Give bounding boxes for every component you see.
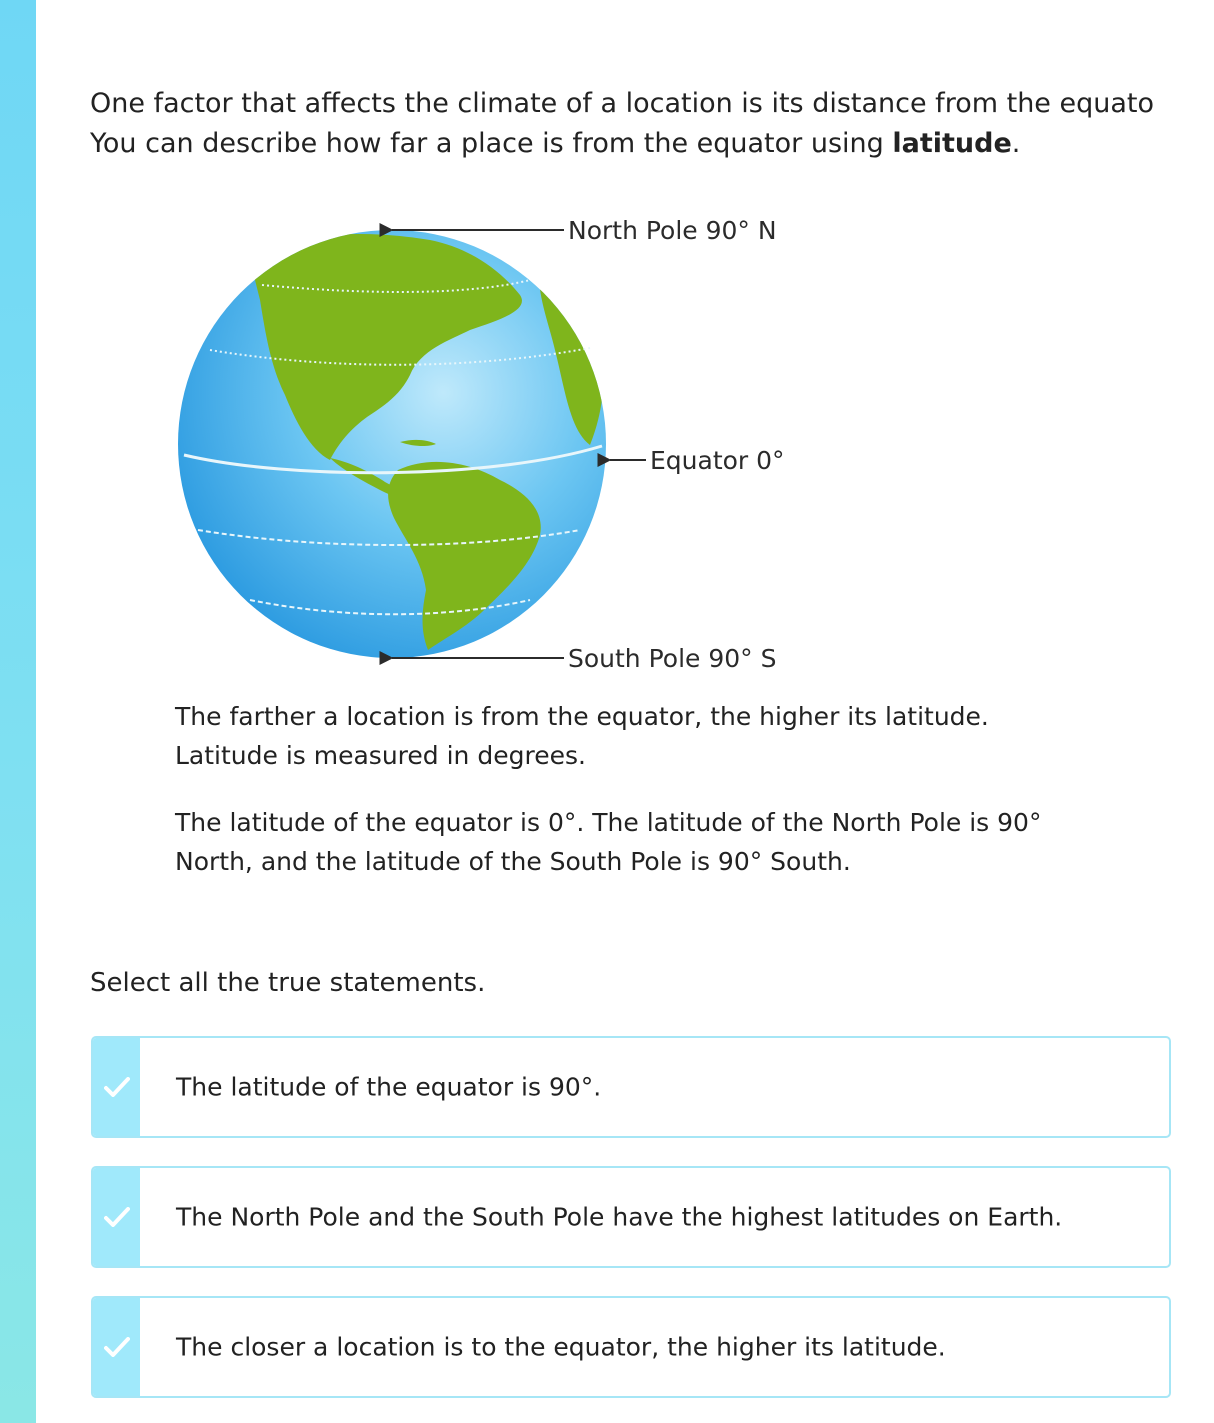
north-pole-label: North Pole 90° N [568, 216, 777, 245]
question-prompt: Select all the true statements. [90, 968, 486, 998]
answer-option-2[interactable] [91, 1166, 1171, 1268]
option-text: The North Pole and the South Pole have the highest latitudes on Earth. [176, 1202, 1063, 1232]
intro-text [90, 84, 1214, 164]
globe-illustration [170, 200, 830, 680]
option-checkbox[interactable] [93, 1038, 140, 1136]
check-icon [104, 1337, 130, 1357]
globe-diagram [170, 200, 830, 680]
south-pole-label: South Pole 90° S [568, 644, 777, 673]
equator-label: Equator 0° [650, 446, 785, 475]
explanation-paragraph-2: The latitude of the equator is 0°. The latitude of the North Pole is 90° North, and the latitude of the South Pole is 90° South. [175, 808, 1042, 876]
option-checkbox[interactable] [93, 1168, 140, 1266]
option-text: The closer a location is to the equator, the higher its latitude. [176, 1332, 946, 1362]
side-accent-bar [0, 0, 36, 1423]
option-text: The latitude of the equator is 90°. [176, 1072, 602, 1102]
check-icon [104, 1077, 130, 1097]
intro-line-1: One factor that affects the climate of a location is its distance from the equato [90, 88, 1155, 119]
answer-option-3[interactable] [91, 1296, 1171, 1398]
check-icon [104, 1207, 130, 1227]
intro-line-2: You can describe how far a place is from the equator using latitude. [90, 128, 1021, 159]
latitude-term: latitude [892, 128, 1012, 159]
answer-option-1[interactable] [91, 1036, 1171, 1138]
option-checkbox[interactable] [93, 1298, 140, 1396]
explanation-paragraph-1: The farther a location is from the equator, the higher its latitude. Latitude is measured in degrees. [175, 702, 989, 770]
